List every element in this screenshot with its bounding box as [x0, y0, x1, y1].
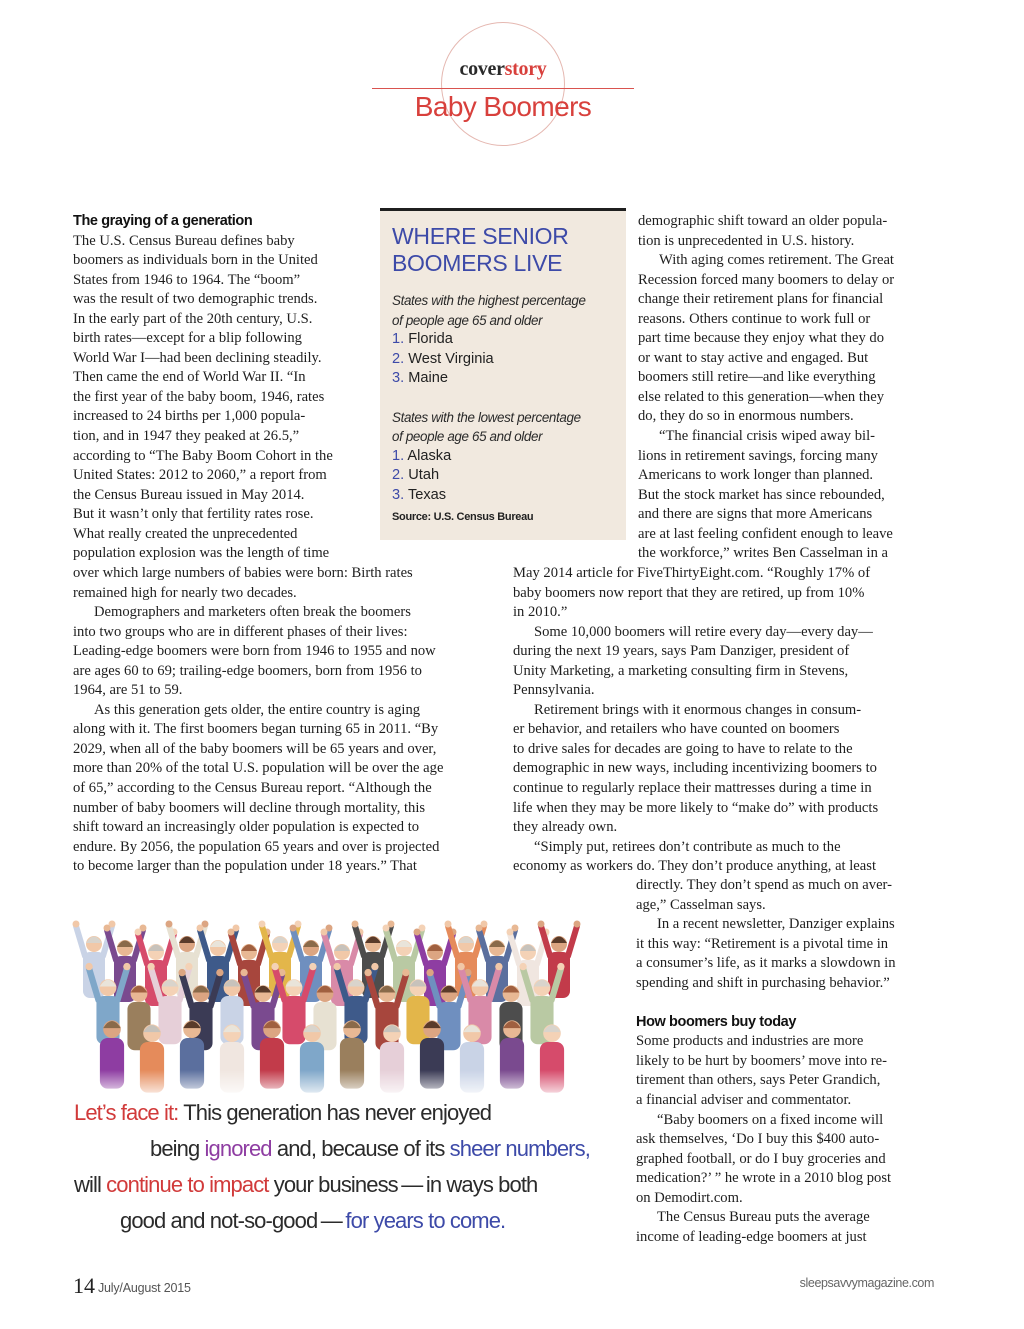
text-line: shift toward an increasingly older population is expected to — [73, 819, 420, 836]
text-line: In the early part of the 20th century, U.S. — [73, 310, 313, 327]
paragraph-col3-1 — [638, 212, 938, 251]
column-spacer — [636, 993, 936, 1013]
pull-quote-emphasis: for years to come. — [345, 1208, 506, 1233]
sidebar-highest-list — [392, 330, 616, 389]
text-line: spending and shift in purchasing behavior.” — [636, 974, 890, 991]
text-line: boomers still retire—and like everything — [638, 369, 876, 386]
text-line: the workforce,” writes Ben Casselman in a — [638, 545, 889, 562]
list-item — [392, 447, 616, 467]
text-line: The Census Bureau puts the average — [657, 1209, 870, 1226]
list-item-state: Alaska — [407, 447, 452, 464]
text-line: tion is unprecedented in U.S. history. — [638, 232, 855, 249]
text-line: along with it. The first boomers began turning 65 in 2011. “By — [73, 721, 439, 738]
text-line: But the stock market has since rebounded, — [638, 486, 885, 503]
text-line: Leading-edge boomers were born from 1946 to 1955 and now — [73, 643, 436, 660]
article-column-1-wide — [73, 564, 503, 877]
pull-quote-emphasis: continue to impact — [106, 1172, 269, 1197]
text-line: tion, and in 1947 they peaked at 26.5,” — [73, 428, 300, 445]
text-line: remained high for nearly two decades. — [73, 584, 297, 601]
text-line: during the next 19 years, says Pam Danziger, president of — [513, 643, 850, 660]
pull-quote-emphasis: ignored — [204, 1136, 272, 1161]
pull-quote-text: will — [74, 1172, 107, 1197]
list-item — [392, 350, 616, 370]
text-line: number of baby boomers will decline through mortality, this — [73, 799, 426, 816]
text-line: in 2010.” — [513, 604, 568, 621]
paragraph-col3-2 — [638, 251, 938, 427]
text-line: 1964, are 51 to 59. — [73, 682, 183, 699]
text-line: age,” Casselman says. — [636, 896, 766, 913]
text-line: “The financial crisis wiped away bil- — [659, 428, 875, 445]
text-line: But it wasn’t only that fertility rates rose. — [73, 506, 314, 523]
text-line: life when they may be more likely to “make do” with products — [513, 799, 879, 816]
paragraph-col1-2 — [73, 603, 503, 701]
sidebar-where-senior-boomers-live — [380, 208, 626, 540]
text-line: United States: 2012 to 2060,” a report from — [73, 467, 327, 484]
text-line: do, they do so in enormous numbers. — [638, 408, 854, 425]
text-line: on Demodirt.com. — [636, 1189, 743, 1206]
pull-quote-text: being — [150, 1136, 205, 1161]
paragraph-col3-3 — [638, 427, 938, 564]
text-line: endure. By 2056, the population 65 years and over is projected — [73, 838, 440, 855]
group-photo-seniors — [72, 900, 604, 1100]
paragraph-col3b-3 — [636, 1032, 936, 1110]
text-line: medication?’ ” he wrote in a 2010 blog post — [636, 1170, 892, 1187]
sidebar-lowest-caption-line-2: of people age 65 and older — [392, 429, 543, 444]
pull-quote-line-1 — [74, 1100, 491, 1126]
list-item-number: 2. — [392, 350, 405, 367]
list-item — [392, 330, 616, 350]
paragraph-col2-4 — [513, 838, 938, 877]
sidebar-highest-caption-line-1: States with the highest percentage — [392, 293, 586, 308]
text-line: Retirement brings with it enormous changes in consum- — [534, 701, 862, 718]
pull-quote-text: good and not-so-good — — [120, 1208, 346, 1233]
text-line: or want to stay active and engaged. But — [638, 349, 869, 366]
article-column-3-bottom — [636, 876, 936, 1247]
list-item-number: 1. — [392, 331, 405, 347]
text-line: according to “The Baby Boom Cohort in the — [73, 447, 333, 464]
paragraph-col1-3 — [73, 701, 503, 877]
text-line: birth rates—except for a blip following — [73, 330, 302, 347]
text-line: of 65,” according to the Census Bureau report. “Although the — [73, 780, 432, 797]
list-item-number: 3. — [392, 486, 405, 503]
pull-quote-lead: Let’s face it: — [74, 1100, 179, 1125]
list-item-state: Utah — [408, 467, 440, 483]
text-line: was the result of two demographic trends. — [73, 291, 318, 308]
paragraph-col2-3 — [513, 701, 938, 838]
issue-date: July/August 2015 — [98, 1281, 191, 1295]
sidebar-lowest-list — [392, 447, 616, 506]
text-line: As this generation gets older, the entire country is aging — [94, 701, 421, 718]
text-line: What really created the unprecedented — [73, 525, 298, 542]
text-line: into two groups who are in different phases of their lives: — [73, 623, 408, 640]
header-circle-ornament — [441, 22, 565, 146]
paragraph-col2-2 — [513, 623, 938, 701]
text-line: tirement than others, says Peter Grandich, — [636, 1072, 881, 1089]
page-number: 14 — [73, 1273, 95, 1298]
paragraph-col3b-1 — [636, 876, 936, 915]
pull-quote-emphasis: sheer numbers, — [449, 1136, 590, 1161]
text-line: the first year of the baby boom, 1946, rates — [73, 388, 325, 405]
text-line: Demographers and marketers often break the boomers — [94, 604, 411, 621]
text-line: over which large numbers of babies were born: Birth rates — [73, 565, 413, 581]
paragraph-col2-1 — [513, 564, 938, 623]
list-item — [392, 466, 616, 486]
list-item-number: 2. — [392, 467, 405, 483]
text-line: ask themselves, ‘Do I buy this $400 auto- — [636, 1131, 880, 1148]
subheading-graying: The graying of a generation — [73, 213, 253, 229]
text-line: graphed football, or do I buy groceries and — [636, 1150, 886, 1167]
text-line: boomers as individuals born in the United — [73, 252, 318, 269]
sidebar-highest-caption — [392, 291, 616, 330]
text-line: demographic in new ways, including incentivizing boomers to — [513, 760, 877, 777]
text-line: likely to be hurt by boomers’ move into re- — [636, 1052, 888, 1069]
text-line: “Baby boomers on a fixed income will — [657, 1111, 884, 1128]
pull-quote-text: your business — in ways both — [268, 1172, 538, 1197]
list-item-number: 3. — [392, 370, 405, 386]
text-line: World War I—had been declining steadily. — [73, 349, 322, 366]
text-line: 2029, when all of the baby boomers will be 65 years and over, — [73, 740, 437, 757]
text-line: Americans to work longer than planned. — [638, 467, 874, 484]
text-line: May 2014 article for FiveThirtyEight.com. “Roughly 17% of — [513, 565, 871, 581]
list-item-state: Maine — [408, 370, 448, 386]
text-line: er behavior, and retailers who have counted on boomers — [513, 721, 840, 738]
pull-quote-text: This generation has never enjoyed — [178, 1100, 492, 1125]
paragraph-col1-1 — [73, 232, 373, 564]
section-label-story: story — [504, 58, 547, 80]
article-column-1 — [73, 212, 373, 564]
list-item — [392, 369, 616, 389]
text-line: Then came the end of World War II. “In — [73, 369, 306, 386]
text-line: reasons. Others continue to work full or — [638, 310, 871, 327]
paragraph-col3b-2 — [636, 915, 936, 993]
article-column-3-top — [638, 212, 938, 564]
text-line: Pennsylvania. — [513, 682, 595, 699]
text-line: else related to this generation—when they — [638, 388, 884, 405]
text-line: to become larger than the population under 18 years.” That — [73, 858, 417, 875]
text-line: Some 10,000 boomers will retire every day—every day— — [534, 623, 873, 640]
text-line: they already own. — [513, 819, 618, 836]
text-line: income of leading-edge boomers at just — [636, 1228, 867, 1245]
text-line: With aging comes retirement. The Great — [659, 252, 894, 269]
section-title: Baby Boomers — [414, 91, 592, 122]
pull-quote-line-2 — [150, 1136, 590, 1162]
sidebar-source: Source: U.S. Census Bureau — [392, 511, 534, 523]
pull-quote-line-4 — [120, 1208, 505, 1234]
sidebar-lowest-caption-line-1: States with the lowest percentage — [392, 409, 581, 425]
paragraph-col3b-5 — [636, 1208, 936, 1247]
text-line: The U.S. Census Bureau defines baby — [73, 232, 295, 249]
paragraph-col1-1-cont — [73, 564, 503, 603]
text-line: Some products and industries are more — [636, 1033, 864, 1050]
text-line: continue to regularly replace their mattresses during a time in — [513, 780, 872, 797]
subheading-how-boomers-buy: How boomers buy today — [636, 1013, 796, 1030]
list-item — [392, 486, 616, 506]
article-column-2-mid — [513, 564, 938, 877]
text-line: it this way: “Retirement is a pivotal time in — [636, 935, 889, 952]
sidebar-title — [392, 223, 616, 277]
sidebar-highest-caption-line-2: of people age 65 and older — [392, 312, 543, 328]
text-line: are at last feeling confident enough to leave — [638, 525, 893, 542]
text-line: baby boomers now report that they are retired, up from 10% — [513, 584, 865, 601]
text-line: part time because they enjoy what they do — [638, 330, 884, 347]
text-line: Recession forced many boomers to delay or — [638, 271, 895, 288]
pull-quote-text: and, because of its — [271, 1136, 450, 1161]
text-line: Unity Marketing, a marketing consulting firm in Stevens, — [513, 662, 849, 679]
section-label-cover: cover — [459, 58, 505, 80]
paragraph-col3b-4 — [636, 1111, 936, 1209]
text-line: a consumer’s life, as it marks a slowdown in — [636, 955, 896, 972]
sidebar-title-line-1: WHERE SENIOR — [392, 223, 569, 249]
list-item-state: Texas — [407, 486, 447, 503]
text-line: increased to 24 births per 1,000 popula- — [73, 408, 306, 425]
text-line: the Census Bureau issued in May 2014. — [73, 486, 305, 503]
website-url: sleepsavvymagazine.com — [799, 1276, 934, 1290]
sidebar-lowest-caption — [392, 408, 616, 447]
list-item-number: 1. — [392, 447, 405, 464]
text-line: are ages 60 to 69; trailing-edge boomers, born from 1956 to — [73, 662, 422, 679]
text-line: and there are signs that more Americans — [638, 506, 873, 523]
text-line: more than 20% of the total U.S. population will be over the age — [73, 760, 444, 777]
text-line: economy as workers do. They don’t produce anything, at least — [513, 858, 876, 875]
header-rule — [372, 88, 634, 89]
text-line: “Simply put, retirees don’t contribute as much to the — [534, 838, 841, 855]
text-line: States from 1946 to 1964. The “boom” — [73, 271, 301, 288]
text-line: directly. They don’t spend as much on aver- — [636, 877, 892, 893]
section-label — [372, 58, 634, 81]
text-line: change their retirement plans for financial — [638, 291, 884, 308]
list-item-state: West Virginia — [408, 350, 494, 367]
text-line: lions in retirement savings, forcing many — [638, 447, 878, 464]
text-line: to drive sales for decades are going to have to relate to the — [513, 740, 853, 757]
sidebar-title-line-2: BOOMERS LIVE — [392, 250, 563, 276]
text-line: In a recent newsletter, Danziger explains — [657, 916, 895, 933]
list-item-state: Florida — [408, 331, 453, 347]
text-line: a financial adviser and commentator. — [636, 1092, 852, 1109]
pull-quote-line-3 — [74, 1172, 537, 1198]
text-line: population explosion was the length of time — [73, 545, 330, 562]
text-line: demographic shift toward an older popula- — [638, 213, 888, 229]
sidebar-spacer — [392, 389, 616, 408]
